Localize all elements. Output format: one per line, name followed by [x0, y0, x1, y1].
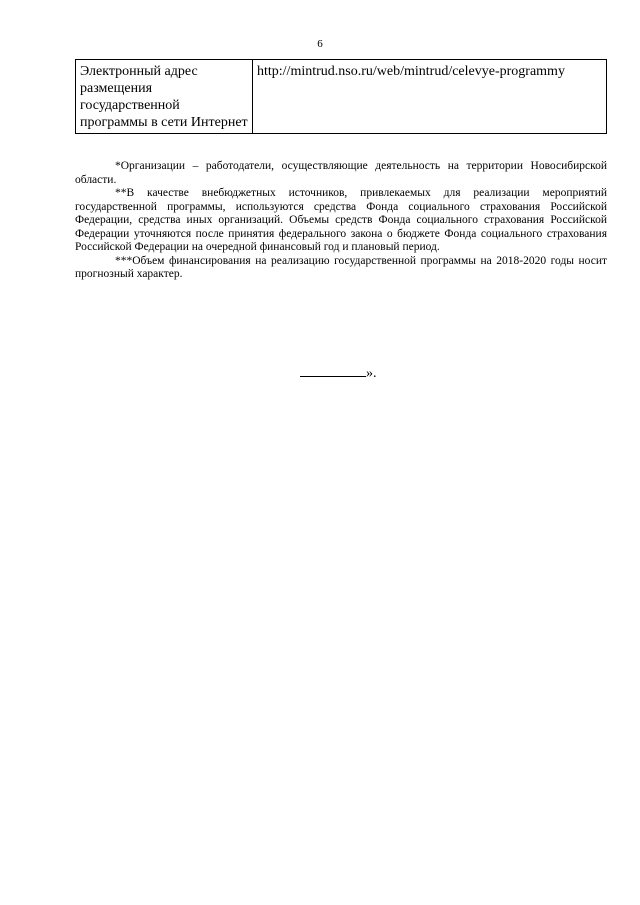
program-url-cell: http://mintrud.nso.ru/web/mintrud/celevye-programmy: [253, 60, 607, 134]
page-number: 6: [317, 38, 323, 50]
table-row: [76, 60, 607, 134]
footnote-financing-forecast: ***Объем финансирования на реализацию государственной программы на 2018-2020 годы носит прогнозный характер.: [75, 254, 607, 280]
footnote-employers: *Организации – работодатели, осуществляющие деятельность на территории Новосибирской области.: [75, 160, 607, 186]
closing-underline: [300, 364, 366, 377]
footnotes: [75, 160, 607, 282]
footnote-extrabudgetary-sources: **В качестве внебюджетных источников, привлекаемых для реализации мероприятий государственной программы, используются средства Фонда социального страхования Российской Федерации, средства иных организаций. Объемы средств Фонда социального страхования Российской Федерации уточняются после принятия федерального закона о бюджете Фонда социального страхования Российской Федерации на очередной финансовый год и плановый период.: [75, 187, 607, 253]
program-info-table: [75, 59, 607, 134]
table-label-cell: Электронный адрес размещения государственной программы в сети Интернет: [76, 60, 253, 134]
closing-mark: [300, 364, 377, 382]
closing-quote: ».: [366, 366, 377, 381]
